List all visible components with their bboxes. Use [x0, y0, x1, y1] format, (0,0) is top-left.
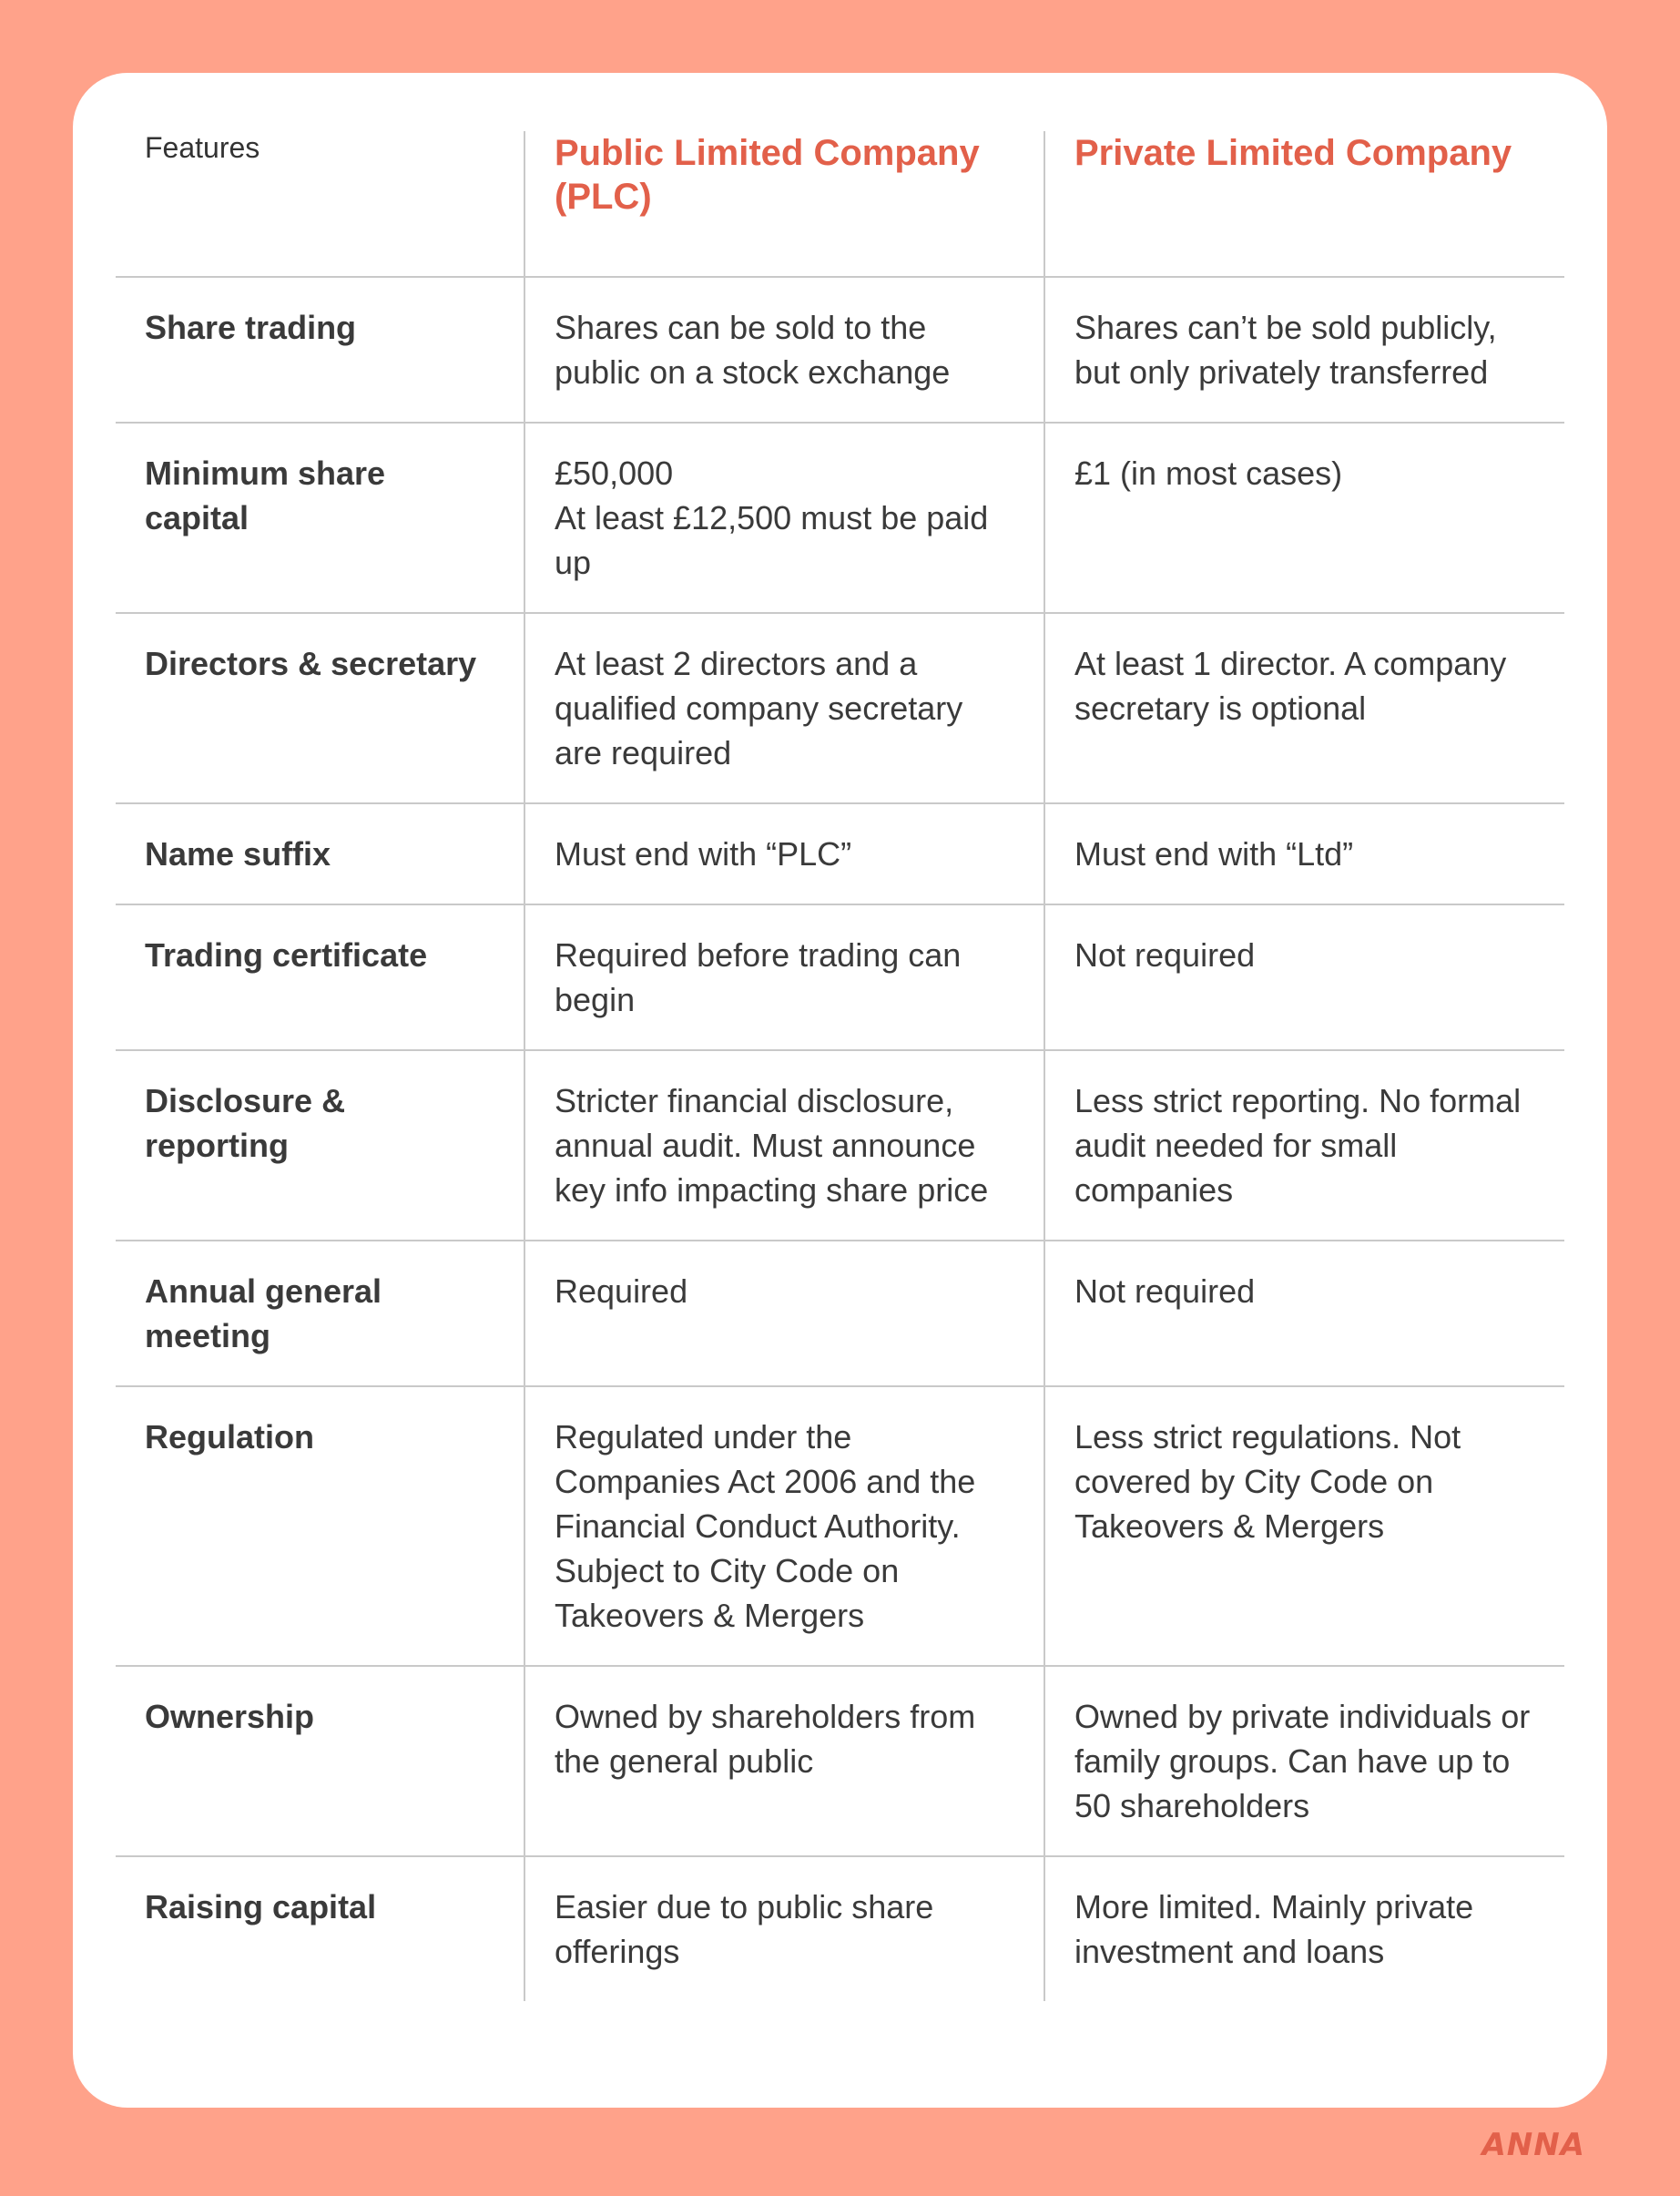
feature-cell: Regulation — [116, 1386, 524, 1666]
plc-cell-text: Regulated under the Companies Act 2006 and the Financial Conduct Authority. Subject to City Code on Takeovers & Mergers — [555, 1418, 976, 1634]
ltd-cell — [1044, 904, 1564, 1050]
plc-cell — [524, 423, 1044, 613]
plc-cell-text: £50,000 At least £12,500 must be paid up — [555, 455, 989, 581]
comparison-card — [73, 73, 1607, 2108]
anna-logo: ANNA — [1481, 2127, 1585, 2163]
feature-cell: Ownership — [116, 1666, 524, 1856]
feature-cell: Disclosure & reporting — [116, 1050, 524, 1241]
ltd-cell-text: At least 1 director. A company secretary is optional — [1074, 645, 1507, 727]
feature-cell: Trading certificate — [116, 904, 524, 1050]
ltd-cell — [1044, 613, 1564, 803]
header-public-limited-company: Public Limited Company (PLC) — [524, 131, 1044, 277]
table-row-disclosure-reporting — [116, 1050, 1564, 1241]
ltd-cell-text: Must end with “Ltd” — [1074, 835, 1354, 873]
plc-cell — [524, 1666, 1044, 1856]
table-row-name-suffix — [116, 803, 1564, 904]
header-private-limited-company: Private Limited Company — [1044, 131, 1564, 277]
ltd-cell-text: Less strict reporting. No formal audit needed for small companies — [1074, 1082, 1522, 1209]
plc-cell — [524, 277, 1044, 423]
plc-cell-text: Shares can be sold to the public on a stock exchange — [555, 309, 951, 391]
ltd-cell-text: Less strict regulations. Not covered by City Code on Takeovers & Mergers — [1074, 1418, 1461, 1545]
ltd-cell — [1044, 277, 1564, 423]
plc-cell-text: Owned by shareholders from the general public — [555, 1698, 976, 1780]
plc-cell-text: Required — [555, 1272, 688, 1310]
feature-cell: Name suffix — [116, 803, 524, 904]
table-row-directors-secretary — [116, 613, 1564, 803]
table-header-row — [116, 131, 1564, 277]
table-row-share-trading — [116, 277, 1564, 423]
ltd-cell — [1044, 1241, 1564, 1386]
ltd-cell — [1044, 423, 1564, 613]
plc-cell-text: Must end with “PLC” — [555, 835, 852, 873]
plc-cell — [524, 1386, 1044, 1666]
plc-cell-text: At least 2 directors and a qualified company secretary are required — [555, 645, 963, 771]
ltd-cell — [1044, 1666, 1564, 1856]
ltd-cell — [1044, 1050, 1564, 1241]
feature-cell: Directors & secretary — [116, 613, 524, 803]
plc-cell-text: Easier due to public share offerings — [555, 1888, 934, 1970]
ltd-cell — [1044, 1386, 1564, 1666]
table-row-annual-general-meeting — [116, 1241, 1564, 1386]
table-row-trading-certificate — [116, 904, 1564, 1050]
ltd-cell — [1044, 1856, 1564, 2001]
feature-cell: Minimum share capital — [116, 423, 524, 613]
feature-cell: Annual general meeting — [116, 1241, 524, 1386]
plc-cell — [524, 1241, 1044, 1386]
ltd-cell-text: £1 (in most cases) — [1074, 455, 1343, 492]
plc-cell-text: Stricter financial disclosure, annual audit. Must announce key info impacting share price — [555, 1082, 989, 1209]
plc-cell — [524, 803, 1044, 904]
table-row-minimum-share-capital — [116, 423, 1564, 613]
ltd-cell-text: Shares can’t be sold publicly, but only privately transferred — [1074, 309, 1497, 391]
ltd-cell-text: Owned by private individuals or family groups. Can have up to 50 shareholders — [1074, 1698, 1531, 1824]
ltd-cell-text: Not required — [1074, 1272, 1256, 1310]
ltd-cell-text: More limited. Mainly private investment and loans — [1074, 1888, 1474, 1970]
ltd-cell-text: Not required — [1074, 936, 1256, 974]
header-features: Features — [145, 131, 260, 164]
ltd-cell — [1044, 803, 1564, 904]
table-row-raising-capital — [116, 1856, 1564, 2001]
feature-cell: Share trading — [116, 277, 524, 423]
plc-cell — [524, 904, 1044, 1050]
plc-cell — [524, 1050, 1044, 1241]
table-row-regulation — [116, 1386, 1564, 1666]
table-row-ownership — [116, 1666, 1564, 1856]
plc-cell — [524, 613, 1044, 803]
comparison-table — [116, 131, 1564, 2001]
feature-cell: Raising capital — [116, 1856, 524, 2001]
plc-cell — [524, 1856, 1044, 2001]
plc-cell-text: Required before trading can begin — [555, 936, 962, 1018]
